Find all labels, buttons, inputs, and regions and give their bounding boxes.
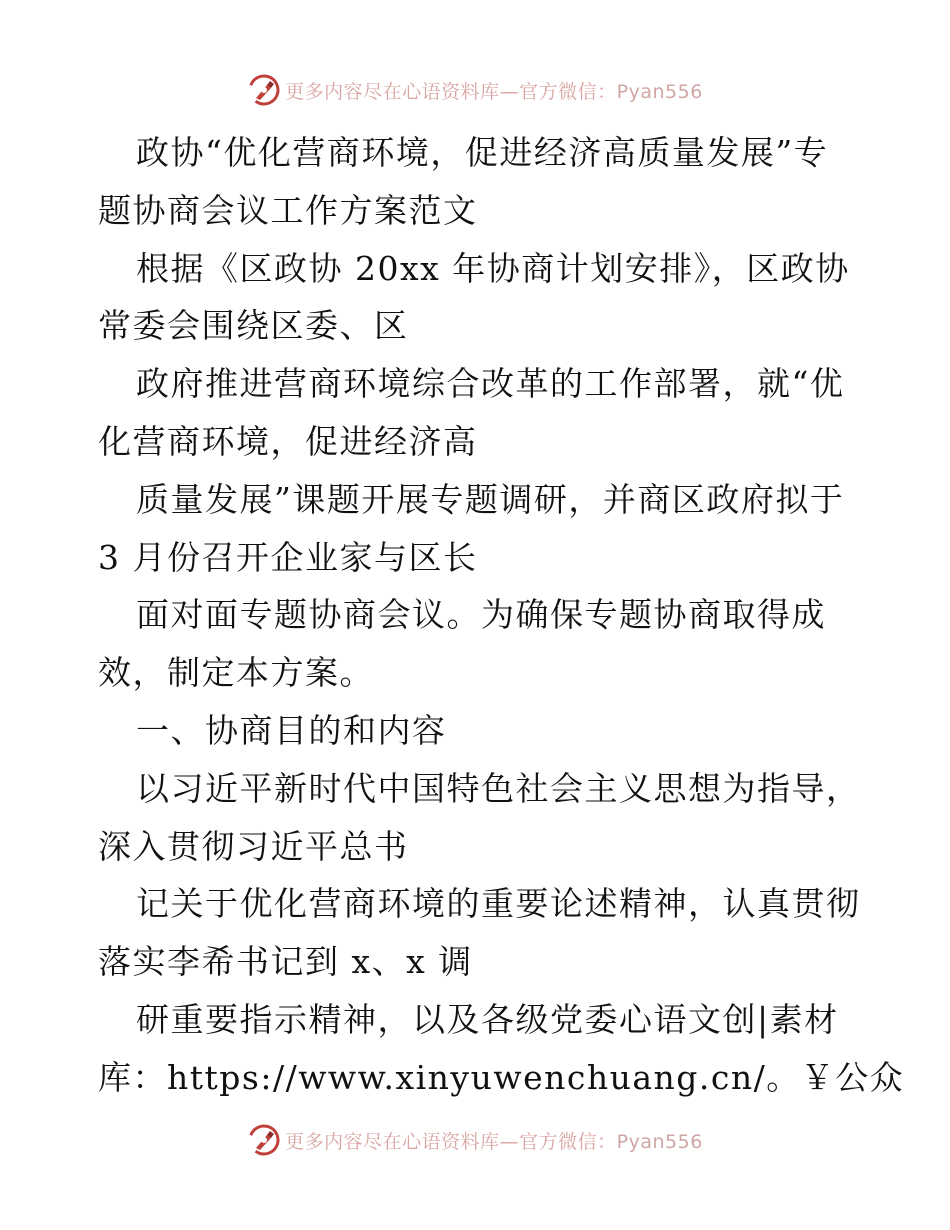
logo-icon (247, 73, 281, 107)
header-watermark-banner (0, 70, 950, 110)
text-line: 记关于优化营商环境的重要论述精神，认真贯彻 (136, 884, 861, 924)
text-line: 效，制定本方案。 (98, 653, 374, 693)
text-line: 质量发展”课题开展专题调研，并商区政府拟于 (136, 479, 845, 519)
text-line: 根据《区政协 20xx 年协商计划安排》，区政协 (136, 248, 850, 288)
text-line: 常委会围绕区委、区 (98, 306, 409, 346)
text-line: 以习近平新时代中国特色社会主义思想为指导， (136, 768, 861, 808)
text-line: 化营商环境，促进经济高 (98, 421, 478, 461)
text-line: 政协“优化营商环境，促进经济高质量发展”专 (136, 133, 829, 172)
text-line: 题协商会议工作方案范文 (98, 190, 478, 230)
text-line: 一、协商目的和内容 (136, 710, 447, 750)
text-line: 落实李希书记到 x、x 调 (98, 942, 473, 982)
footer-watermark-banner (0, 1120, 950, 1160)
text-line: 政府推进营商环境综合改革的工作部署，就“优 (136, 364, 845, 404)
text-line: 库：https://www.xinyuwenchuang.cn/。￥公众 (98, 1057, 905, 1097)
text-line: 3 月份召开企业家与区长 (98, 537, 478, 577)
text-line: 深入贯彻习近平总书 (98, 826, 409, 866)
document-body (98, 124, 905, 1107)
header-banner-text: 更多内容尽在心语资料库—官方微信：Pyan556 (285, 80, 703, 103)
header-wechat-id: Pyan556 (616, 80, 703, 103)
logo-icon (247, 1123, 281, 1157)
footer-wechat-id: Pyan556 (616, 1130, 703, 1153)
text-line: 研重要指示精神，以及各级党委心语文创|素材 (136, 999, 839, 1039)
footer-banner-text: 更多内容尽在心语资料库—官方微信：Pyan556 (285, 1130, 703, 1153)
text-line: 面对面专题协商会议。为确保专题协商取得成 (136, 595, 826, 635)
